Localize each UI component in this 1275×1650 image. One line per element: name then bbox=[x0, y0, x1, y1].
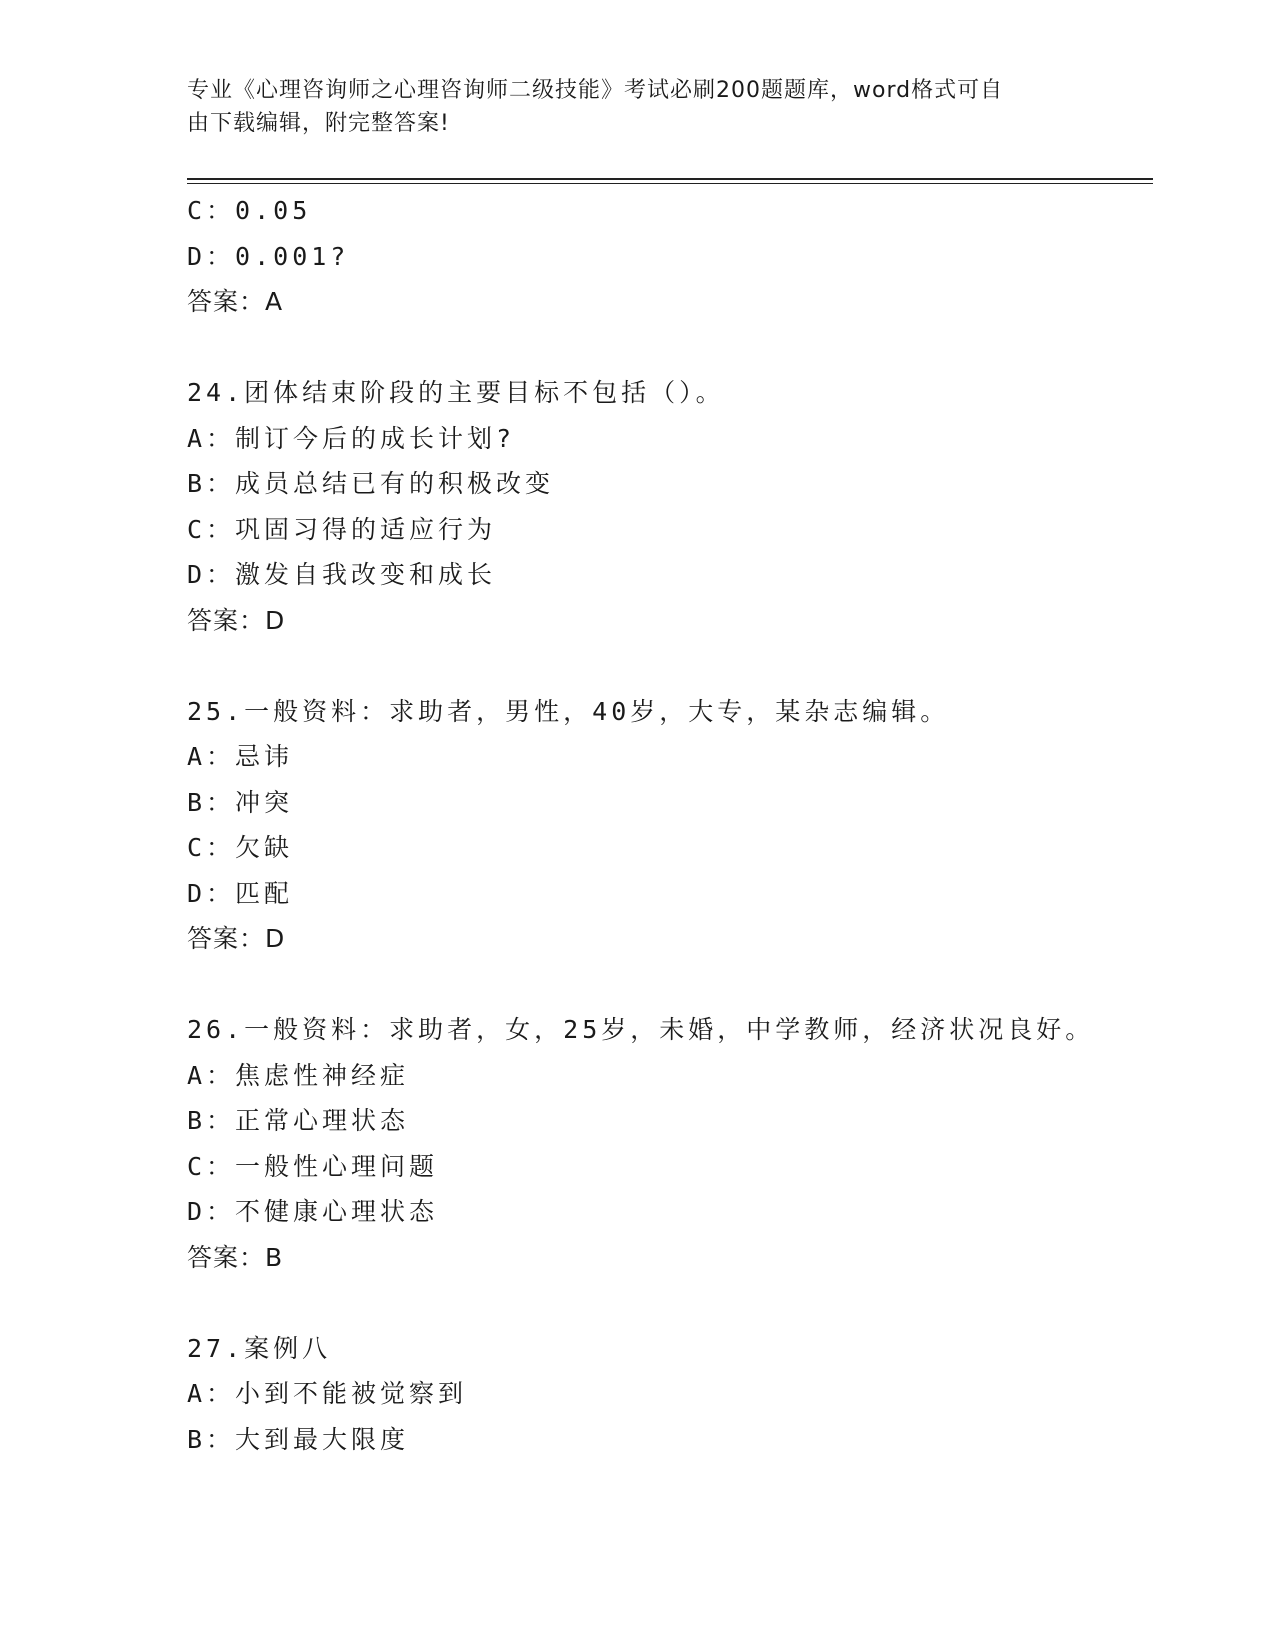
spacer bbox=[187, 1280, 1153, 1326]
header-rule-thick bbox=[187, 178, 1153, 180]
option-a: A：制订今后的成长计划? bbox=[187, 423, 516, 453]
spacer bbox=[187, 643, 1153, 689]
spacer bbox=[187, 325, 1153, 371]
option-a: A：小到不能被觉察到 bbox=[187, 1379, 468, 1408]
question-25 bbox=[187, 689, 1153, 962]
option-c: C：一般性心理问题 bbox=[187, 1151, 439, 1181]
option-c: C：0.05 bbox=[187, 196, 312, 225]
answer: 答案：D bbox=[187, 924, 286, 953]
option-a: A：忌讳 bbox=[187, 742, 294, 771]
option-b: B：正常心理状态 bbox=[187, 1106, 410, 1135]
option-b: B：冲突 bbox=[187, 787, 294, 817]
option-c: C：欠缺 bbox=[187, 833, 294, 862]
document-body bbox=[187, 188, 1153, 1462]
option-d: D：不健康心理状态 bbox=[187, 1197, 439, 1226]
page-header bbox=[187, 74, 1067, 140]
answer: 答案：B bbox=[187, 1242, 284, 1272]
question-23-continuation bbox=[187, 188, 1153, 325]
header-line-1: 专业《心理咨询师之心理咨询师二级技能》考试必刷200题题库，word格式可自 bbox=[187, 78, 1004, 103]
question-stem: 24.团体结束阶段的主要目标不包括（）。 bbox=[187, 378, 725, 407]
option-c: C：巩固习得的适应行为 bbox=[187, 514, 497, 544]
option-a: A：焦虑性神经症 bbox=[187, 1060, 410, 1090]
question-stem: 26.一般资料：求助者，女，25岁，未婚，中学教师，经济状况良好。 bbox=[187, 1015, 1095, 1044]
question-stem: 25.一般资料：求助者，男性，40岁，大专，某杂志编辑。 bbox=[187, 696, 950, 726]
option-d: D：匹配 bbox=[187, 878, 294, 908]
question-stem: 27.案例八 bbox=[187, 1333, 332, 1363]
spacer bbox=[187, 962, 1153, 1008]
question-24 bbox=[187, 370, 1153, 643]
question-26 bbox=[187, 1007, 1153, 1280]
header-rule-thin bbox=[187, 183, 1153, 184]
option-d: D：0.001? bbox=[187, 241, 350, 271]
question-27 bbox=[187, 1326, 1153, 1463]
option-b: B：成员总结已有的积极改变 bbox=[187, 469, 555, 498]
answer: 答案：D bbox=[187, 605, 286, 635]
header-line-2: 由下载编辑，附完整答案! bbox=[187, 111, 450, 136]
option-d: D：激发自我改变和成长 bbox=[187, 560, 497, 589]
answer: 答案：A bbox=[187, 287, 284, 316]
option-b: B：大到最大限度 bbox=[187, 1424, 410, 1454]
